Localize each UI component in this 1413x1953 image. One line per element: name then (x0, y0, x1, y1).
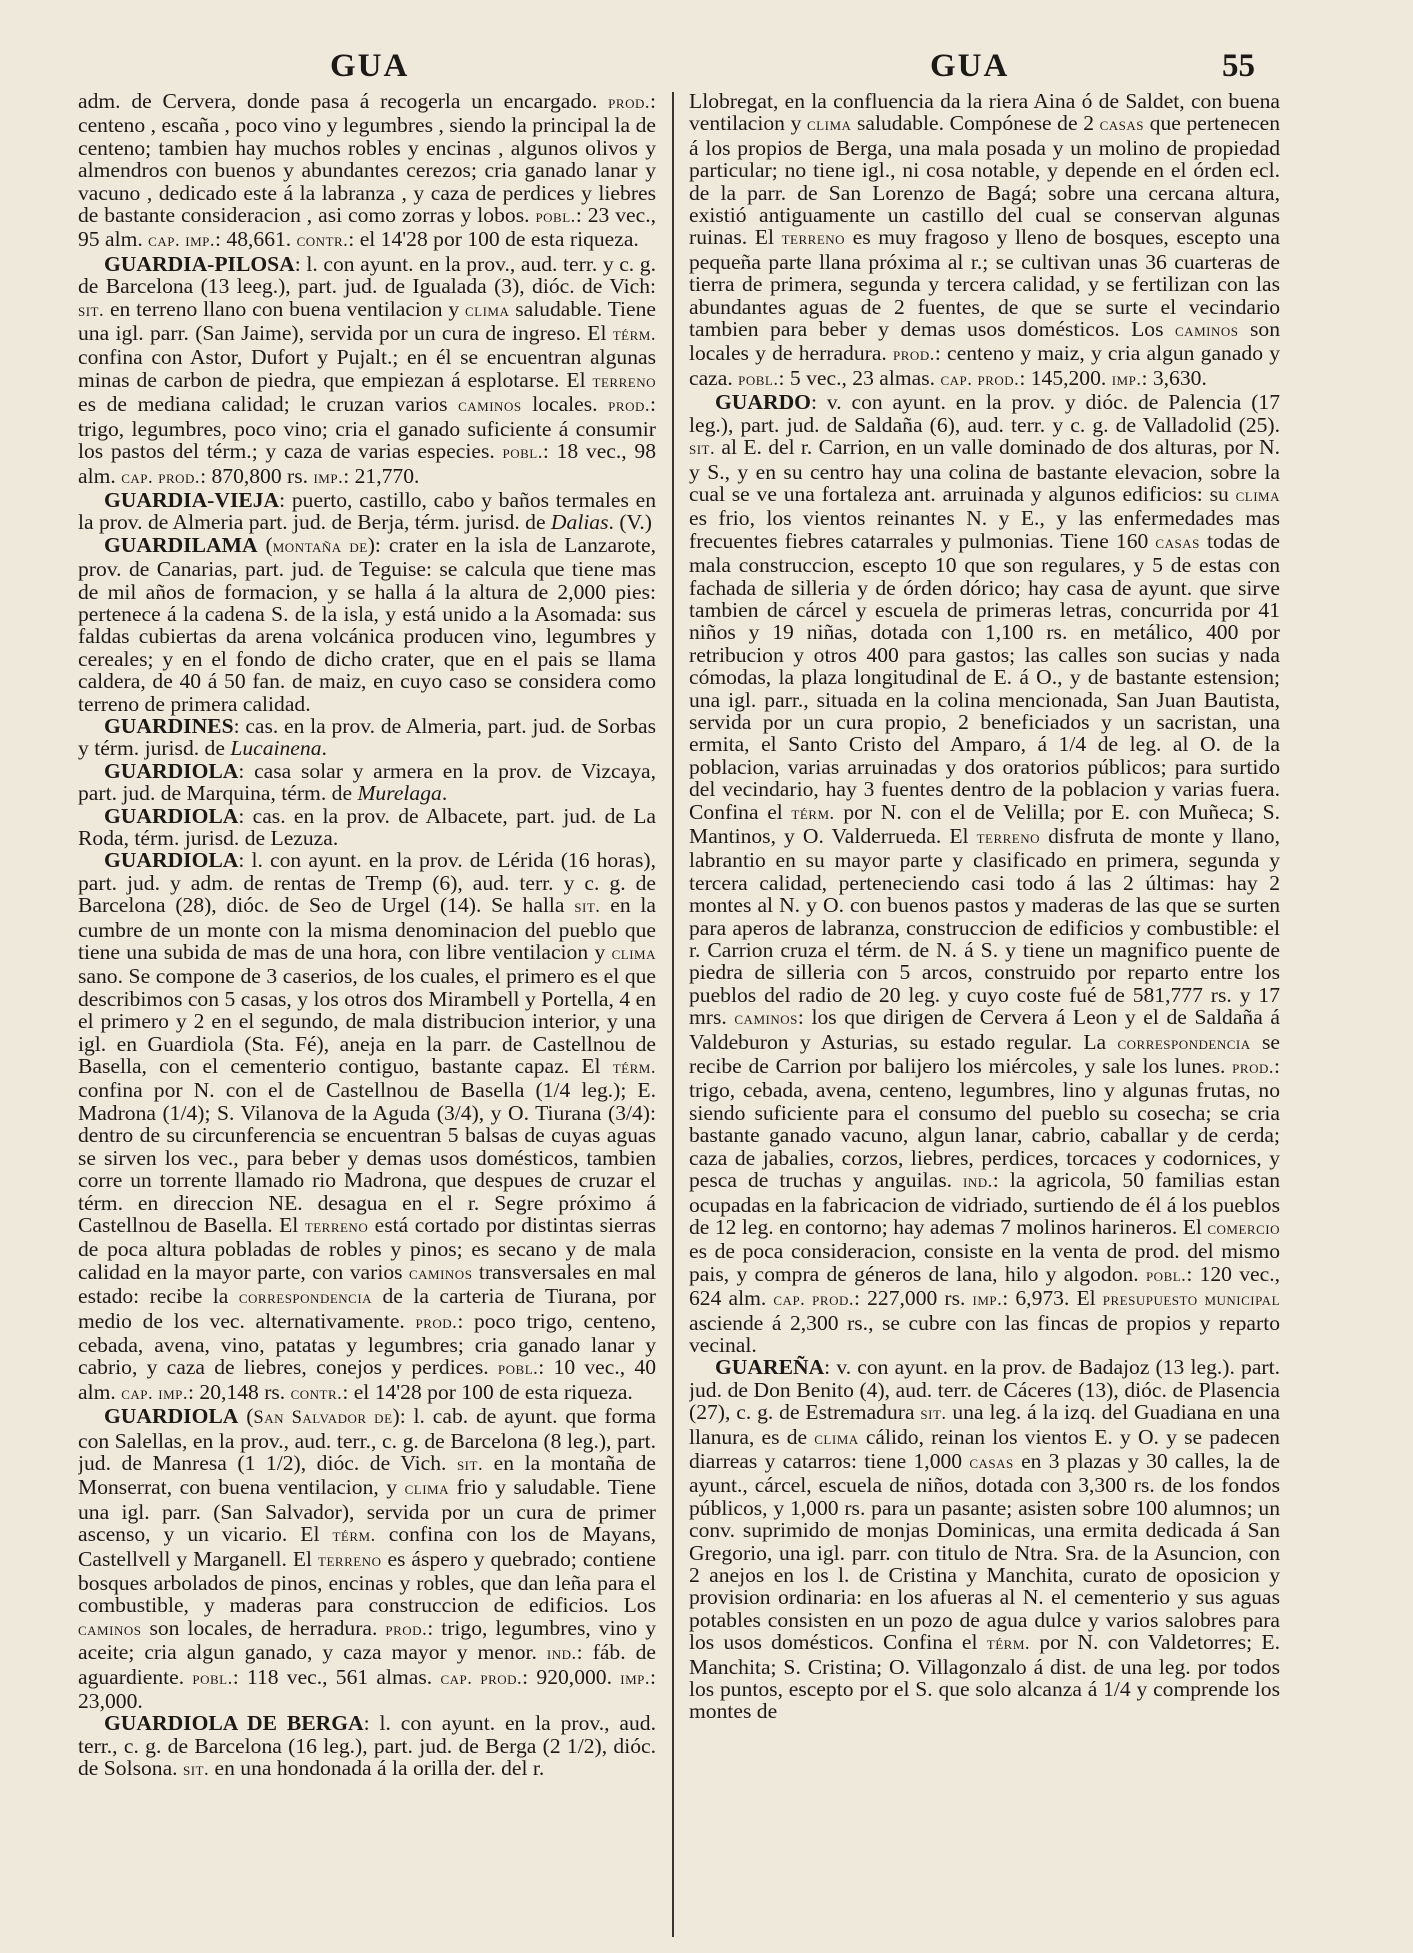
right-column (689, 90, 1280, 1935)
dictionary-entry (78, 534, 656, 715)
entry-text: : la agricola, 50 familias estan ocupadas en la fabricacion de vidriado, surtiendo de él á los pueblos de 12 leg. en contorno; hay ademas 7 molinos harineros. El (689, 1168, 1280, 1239)
dictionary-entry (78, 715, 656, 760)
abbreviation: sit. (78, 299, 105, 321)
abbreviation: pobl. (738, 368, 779, 390)
abbreviation: imp. (313, 466, 344, 488)
abbreviation: imp. (1111, 368, 1142, 390)
abbreviation: caminos (1175, 320, 1239, 342)
entry-text: : el 14'28 por 100 de esta riqueza. (348, 227, 639, 252)
abbreviation: sit. (456, 1453, 484, 1475)
abbreviation: comercio (1207, 1217, 1280, 1239)
abbreviation: clima (611, 943, 656, 965)
entry-text: : casa solar y armera en la prov. de Vizcaya, part. jud. de Marquina, térm. de (78, 758, 656, 806)
entry-text: : 920,000. (522, 1664, 621, 1689)
entry-headword: GUARDIOLA DE BERGA (104, 1711, 364, 1736)
entry-text: está cortado por distintas sierras de poca altura pobladas de robles y pinos; es secano y de mala calidad en la mayor parte, con varios (78, 1212, 656, 1284)
entry-text: es de mediana calidad; le cruzan varios (78, 392, 459, 417)
abbreviation: cap. prod. (121, 466, 201, 488)
entry-text: cálido, reinan los vientos E. y O. y se padecen diarreas y catarros: tiene 1,000 (689, 1424, 1280, 1473)
dictionary-entry (78, 805, 656, 850)
abbreviation: clima (814, 1427, 859, 1449)
entry-text: : 6,973. El (1002, 1286, 1103, 1311)
entry-headword: GUARDIA-PILOSA (104, 251, 295, 276)
entry-text: : trigo, legumbres, poco vino; cria el ganado suficiente á consumir los pastos del térm.; y caza de varias especies. (78, 392, 656, 464)
abbreviation: caminos (458, 395, 522, 417)
abbreviation: terreno (976, 827, 1041, 848)
abbreviation: sit. (920, 1403, 947, 1425)
abbreviation: cap. prod. (940, 368, 1020, 390)
entry-text: disfruta de monte y llano, labrantio en su mayor parte y clasificado en primera, segunda y tercera calidad, perteneciendo casi todo á las 2 últimas: hay 2 montes al N. y O. con buenos pastos y maderas de las que se surten para aperos de labranza, construccion de edificios y combustible: el r. Carrion cruza el térm. de N. á S. y tiene un magnifico puente de piedra de silleria con 5 arcos, construido por reparto entre los pueblos del radio de 20 leg. y cuyo coste fué de 581,777 rs. y 17 mrs. (689, 824, 1280, 1030)
abbreviation: terreno (318, 1549, 382, 1571)
entry-text: por N. con el de Velilla; por E. con Muñeca; S. Mantinos, y O. Valderrueda. El (689, 799, 1280, 848)
entry-text: : 48,661. (215, 227, 297, 252)
abbreviation: pobl. (192, 1667, 233, 1689)
entry-text: por N. con Valdetorres; E. Manchita; S. Cristina; O. Villagonzalo á dist. de una leg. por todos los puntos, escepto por el S. que solo alcanza á 1/4 y comprende los montes de (689, 1630, 1280, 1724)
entry-text: : poco trigo, centeno, cebada, avena, vino, patatas y legumbres; cria ganado lanar y cabrio, y caza de liebres, conejos y perdices. (78, 1308, 656, 1380)
entry-headword: GUARDINES (104, 713, 234, 738)
abbreviation: prod. (1232, 1057, 1274, 1079)
entry-text: es de poca consideracion, consiste en la venta de prod. del mismo pais, y compra de géneros de lana, hilo y algodon. (689, 1239, 1280, 1286)
entry-headword: GUARDO (715, 390, 811, 415)
entry-text: que pertenecen á los propios de Berga, una mala posada y un molino de propiedad particular; no tiene igl., ni cosa notable, y depende en el órden ecl. de la parr. de San Lorenzo de Bagá; sobre una cercana altura, existió antiguamente un castillo del cual se conservan algunas ruinas. El (689, 111, 1280, 250)
entry-text: se recibe de Carrion por balijero los miércoles, y sale los lunes. (689, 1029, 1280, 1079)
abbreviation: casas (1099, 114, 1145, 136)
abbreviation: casas (969, 1451, 1014, 1473)
abbreviation: San Salvador de (253, 1407, 393, 1429)
entry-text: : v. con ayunt. en la prov. de Badajoz (13 leg.). part. jud. de Don Benito (4), aud. terr. de Cáceres (13), dióc. de Plasencia (27), c. g. de Estremadura (689, 1355, 1280, 1425)
entry-text: : 23 vec., 95 alm. (78, 203, 656, 252)
entry-text: : puerto, castillo, cabo y baños termales en la prov. de Almeria part. jud. de Berja, térm. jurisd. de (78, 487, 656, 535)
abbreviation: térm. (612, 1057, 656, 1079)
entry-text: es frio, los vientos reinantes N. y E., y las enfermedades mas frecuentes fiebres catarrales y pulmonias. Tiene 160 (689, 506, 1280, 553)
abbreviation: terreno (592, 370, 656, 392)
entry-text: : 18 vec., 98 alm. (78, 439, 656, 488)
abbreviation: contr. (290, 1382, 343, 1404)
abbreviation: caminos (78, 1618, 142, 1640)
entry-text: en una hondonada á la orilla der. del r. (209, 1756, 545, 1781)
page-number: 55 (1222, 48, 1255, 84)
abbreviation: sit. (574, 896, 601, 918)
abbreviation: ind. (963, 1171, 993, 1193)
place-reference: Murelaga (357, 781, 442, 806)
entry-text: : 23,000. (78, 1664, 656, 1714)
entry-headword: GUAREÑA (715, 1355, 825, 1380)
dictionary-entry (78, 253, 656, 489)
entry-text: ( (238, 1404, 254, 1429)
entry-text: ( (257, 532, 273, 557)
entry-text: : trigo, cebada, avena, centeno, legumbres, lino y algunas frutas, no siendo suficiente para el consumo del pueblo su cosecha; se cria bastante ganado vacuno, algun lanar, cabrio, caballar y de cerda; caza de jabalies, corzos, liebres, perdices, torcaces y codornices, y pesca de truchas y anguilas. (689, 1054, 1280, 1193)
abbreviation: pobl. (502, 442, 543, 464)
entry-text: al E. del r. Carrion, en un valle dominado de dos alturas, por N. y S., y en su centro hay una colina de bastante elevacion, sobre la cual se ve una fortaleza ant. arruinada y algunos edificios: su (689, 435, 1280, 506)
abbreviation: cap. imp. (121, 1382, 189, 1404)
entry-text: en la cumbre de un monte con la misma denominacion del pueblo que tiene una subida de mas de una hora, con libre ventilacion y (78, 893, 656, 965)
abbreviation: prod. (893, 344, 935, 366)
abbreviation: imp. (620, 1667, 650, 1689)
abbreviation: pobl. (535, 206, 576, 228)
entry-text: : 10 vec., 40 alm. (78, 1355, 656, 1404)
entry-text: adm. de Cervera, donde pasa á recogerla un encargado. (78, 90, 609, 113)
entry-text: en terreno llano con buena ventilacion y (104, 296, 465, 321)
entry-headword: GUARDIOLA (104, 1404, 239, 1429)
entry-text: : 3,630. (1141, 365, 1207, 390)
dictionary-entry (689, 391, 1280, 1356)
entry-text: una leg. á la izq. del Guadiana en una llanura, es de (689, 1400, 1280, 1449)
abbreviation: clima (404, 1478, 449, 1500)
abbreviation: caminos (734, 1008, 798, 1030)
dictionary-entry (78, 760, 656, 805)
entry-text: son locales y de herradura. (689, 317, 1280, 366)
abbreviation: clima (807, 114, 852, 136)
entry-text: locales. (521, 392, 609, 417)
entry-text: : v. con ayunt. en la prov. y dióc. de Palencia (17 leg.), part. jud. de Saldaña (6), aud. terr. y c. g. de Valladolid (25). (689, 390, 1280, 437)
abbreviation: cap. prod. (773, 1289, 854, 1311)
abbreviation: presupuesto municipal (1102, 1289, 1280, 1311)
entry-text: : fáb. de aguardiente. (78, 1640, 656, 1689)
entry-text: de la carteria de Tiurana, por medio de los vec. alternativamente. (78, 1284, 656, 1333)
entry-text: ): crater en la isla de Lanzarote, prov. de Canarias, part. jud. de Teguise: se calcula que tiene mas de mil años de formacion, y se halla á la altura de 2,000 pies: pertenece á la cadena S. de la isla, y está unido a la Asomada: sus faldas cubiertas da arena volcánica producen vino, legumbres y cereales; y en el fondo de dicho crater, que en el pais se llama caldera, de 40 á 50 fan. de maiz, en cuyo caso se considera como terreno de primera calidad. (78, 532, 656, 716)
abbreviation: térm. (332, 1525, 376, 1547)
abbreviation: correspondencia (238, 1287, 373, 1309)
entry-text: : los que dirigen de Cervera á Leon y el de Saldaña á Valdeburon y Asturias, su estado regular. La (689, 1005, 1280, 1054)
abbreviation: terreno (304, 1215, 369, 1237)
entry-text: . (441, 781, 448, 806)
entry-text: es áspero y quebrado; contiene bosques arbolados de pinos, encinas y robles, que dan leña para el combustible, y maderas para construccion de edificios. Los (78, 1546, 656, 1618)
dictionary-entry (78, 1405, 656, 1712)
entry-text: Llobregat, en la confluencia da la riera Aina ó de Saldet, con buena ventilacion y (689, 90, 1280, 136)
left-column (78, 90, 656, 1935)
dictionary-entry (689, 1356, 1280, 1723)
right-running-head: GUA (930, 48, 1010, 84)
entry-text: : centeno y maiz, y cria algun ganado y caza. (689, 341, 1280, 390)
entry-text: : 5 vec., 23 almas. (778, 365, 941, 390)
entry-headword: GUARDIOLA (104, 848, 239, 873)
entry-headword: GUARDIA-VIEJA (104, 487, 280, 512)
abbreviation: contr. (296, 230, 349, 252)
entry-text: ): l. cab. de ayunt. que forma con Salellas, en la prov., aud. terr., c. g. de Barcelona (8 leg.), part. jud. de Manresa (1 1/2), dióc. de Vich. (78, 1404, 656, 1475)
entry-text: en la montaña de Monserrat, con buena ventilacion, y (78, 1450, 656, 1500)
dictionary-entry (78, 849, 656, 1405)
abbreviation: montaña de (272, 535, 368, 557)
entry-text: : l. con ayunt. en la prov., aud. terr. y c. g. de Barcelona (13 leeg.), part. jud. de Igualada (3), dióc. de Vich: (78, 251, 656, 299)
abbreviation: térm. (612, 324, 656, 346)
abbreviation: prod. (415, 1311, 458, 1333)
entry-headword: GUARDILAMA (104, 532, 258, 557)
entry-text: : centeno , escaña , poco vino y legumbres , siendo la principal la de centeno; tambien hay muchos robles y encinas , algunos olivos y almendros con buenos y abundantes cerezos; cria ganado lanar y vacuno , dedicado este á la labranza , y caza de perdices y liebres de bastante consideracion , asi como zorras y lobos. (78, 90, 656, 228)
entry-text: : l. con ayunt. en la prov., aud. terr., c. g. de Barcelona (16 leg.), part. jud. de Berga (2 1/2), dióc. de Solsona. (78, 1711, 656, 1781)
entry-text: sano. Se compone de 3 caserios, de los cuales, el primero es el que describimos con 5 casas, y los otros dos Mirambell y Portella, 4 en el primero y 2 en el segundo, de mala distribucion interior, y una igl. en Guardiola (Sta. Fé), aneja en la parr. de Castellnou de Basella, con el cementerio contiguo, bastante capaz. El (78, 964, 656, 1079)
entry-text: en 3 plazas y 30 calles, la de ayunt., cárcel, escuela de niños, dotada con 3,300 rs. de los fondos públicos, y 1,000 rs. para un pasante; asisten sobre 100 alumnos; un conv. suprimido de monjas Dominicas, una ermita dedicada á San Gregorio, una igl. parr. con titulo de Ntra. Sra. de la Asuncion, con 2 anejos en los l. de Cristina y Manchita, curato de oposicion y provision ordinaria: en los afueras al N. el cementerio y sus aguas potables consisten en un pozo de agua dulce y varios salobres para los usos domésticos. Confina el (689, 1448, 1280, 1655)
abbreviation: térm. (986, 1633, 1031, 1655)
left-running-head: GUA (330, 48, 410, 84)
entry-text: son locales, de herradura. (141, 1615, 386, 1640)
abbreviation: clima (464, 299, 510, 321)
abbreviation: clima (1235, 484, 1280, 506)
entry-text: : cas. en la prov. de Almeria, part. jud. de Sorbas y térm. jurisd. de (78, 713, 656, 761)
entry-text: : el 14'28 por 100 de esta riqueza. (342, 1379, 633, 1404)
entry-text: : 118 vec., 561 almas. (232, 1664, 441, 1689)
abbreviation: correspondencia (1117, 1032, 1251, 1054)
abbreviation: cap. imp. (148, 230, 216, 252)
place-reference: Lucainena (230, 736, 322, 761)
entry-text: : 227,000 rs. (854, 1286, 973, 1311)
abbreviation: sit. (689, 438, 716, 460)
entry-text: . (V.) (608, 510, 652, 535)
entry-text: confina con los de Mayans, Castellvell y Marganell. El (78, 1522, 656, 1571)
entry-headword: GUARDIOLA (104, 758, 239, 783)
continued-entry (689, 90, 1280, 391)
entry-text: es muy fragoso y lleno de bosques, escepto una pequeña parte llana próxima al r.; se cultivan unas 36 cuarteras de tierra de primera, segunda y tercera calidad, y se fertilizan con las abundantes aguas de 2 fuentes, de que se surte el vecindario tambien para beber y demas usos domésticos. Los (689, 225, 1280, 342)
entry-text: : 120 vec., 624 alm. (689, 1261, 1280, 1311)
running-header (0, 48, 1413, 88)
entry-text: : cas. en la prov. de Albacete, part. jud. de La Roda, térm. jurisd. de Lezuza. (78, 803, 656, 850)
dictionary-entry (78, 1712, 656, 1781)
abbreviation: prod. (608, 395, 650, 417)
column-divider (672, 92, 674, 1937)
abbreviation: sit. (182, 1759, 210, 1781)
abbreviation: imp. (972, 1289, 1003, 1311)
abbreviation: prod. (608, 92, 650, 113)
place-reference: Dalias (550, 510, 609, 535)
abbreviation: casas (1155, 531, 1200, 553)
continued-entry (78, 90, 656, 253)
entry-text: confina con Astor, Dufort y Pujalt.; en él se encuentran algunas minas de carbon de piedra, que empiezan á esplotarse. El (78, 345, 656, 392)
dictionary-entry (78, 489, 656, 534)
entry-text: saludable. Tiene una igl. parr. (San Jaime), servida por un cura de ingreso. El (78, 296, 656, 346)
abbreviation: térm. (791, 802, 835, 824)
entry-headword: GUARDIOLA (104, 803, 239, 828)
entry-text: : 20,148 rs. (188, 1379, 291, 1404)
abbreviation: caminos (408, 1262, 473, 1284)
entry-text: saludable. Compónese de 2 (851, 111, 1100, 136)
entry-text: : trigo, legumbres, vino y aceite; cria algun ganado, y caza mayor y menor. (78, 1615, 656, 1665)
entry-text: frio y saludable. Tiene una igl. parr. (San Salvador), servida por un cura de primer ascenso, y un vicario. El (78, 1475, 656, 1547)
entry-text: confina por N. con el de Castellnou de Basella (1/4 leg.); E. Madrona (1/4); S. Vilanova de la Aguda (3/4), y O. Tiurana (3/4): dentro de su circunferencia se encuentran 5 balsas de cuyas aguas se sirven los vec., para beber y demas usos domésticos, tambien corre un torrente llamado rio Madrona, que despues de cruzar el térm. en direccion NE. desagua en el r. Segre próximo á Castellnou de Basella. El (78, 1078, 656, 1237)
abbreviation: pobl. (1145, 1264, 1187, 1286)
entry-text: : 145,200. (1019, 365, 1112, 390)
entry-text: transversales en mal estado: recibe la (78, 1259, 656, 1309)
abbreviation: ind. (546, 1643, 577, 1665)
abbreviation: terreno (781, 228, 846, 250)
entry-text: . (321, 736, 327, 761)
abbreviation: prod. (385, 1618, 428, 1640)
abbreviation: cap. prod. (440, 1667, 523, 1689)
abbreviation: pobl. (497, 1358, 539, 1380)
entry-text: : 21,770. (343, 463, 420, 488)
entry-text: : 870,800 rs. (200, 463, 314, 488)
entry-text: asciende á 2,300 rs., se cubre con las fincas de propios y reparto vecinal. (689, 1310, 1280, 1357)
entry-text: : l. con ayunt. en la prov. de Lérida (16 horas), part. jud. y adm. de rentas de Tremp (6), aud. terr. y c. g. de Barcelona (28), dióc. de Seo de Urgel (14). Se halla (78, 848, 656, 918)
entry-text: todas de mala construccion, escepto 10 que son regulares, y 5 de estas con fachada de silleria y de órden dórico; hay casa de ayunt. que sirve tambien de cárcel y escuela de primeras letras, concurrida por 41 niños y 19 niñas, dotada con 1,100 rs. en metálico, 400 por retribucion y otros 400 para gastos; las calles son sucias y nada cómodas, la plaza longitudinal de E. á O., y de bastante estension; una igl. parr., situada en la colina mencionada, San Juan Bautista, servida por un cura propio, 2 beneficiados y un sacristan, una ermita, el Santo Cristo del Amparo, á 1/4 de leg. al O. de la poblacion, varias arruinadas y dos oratorios públicos; para surtido del vecindario, hay 3 fuentes dentro de la poblacion y varias fuera. Confina el (689, 528, 1280, 824)
